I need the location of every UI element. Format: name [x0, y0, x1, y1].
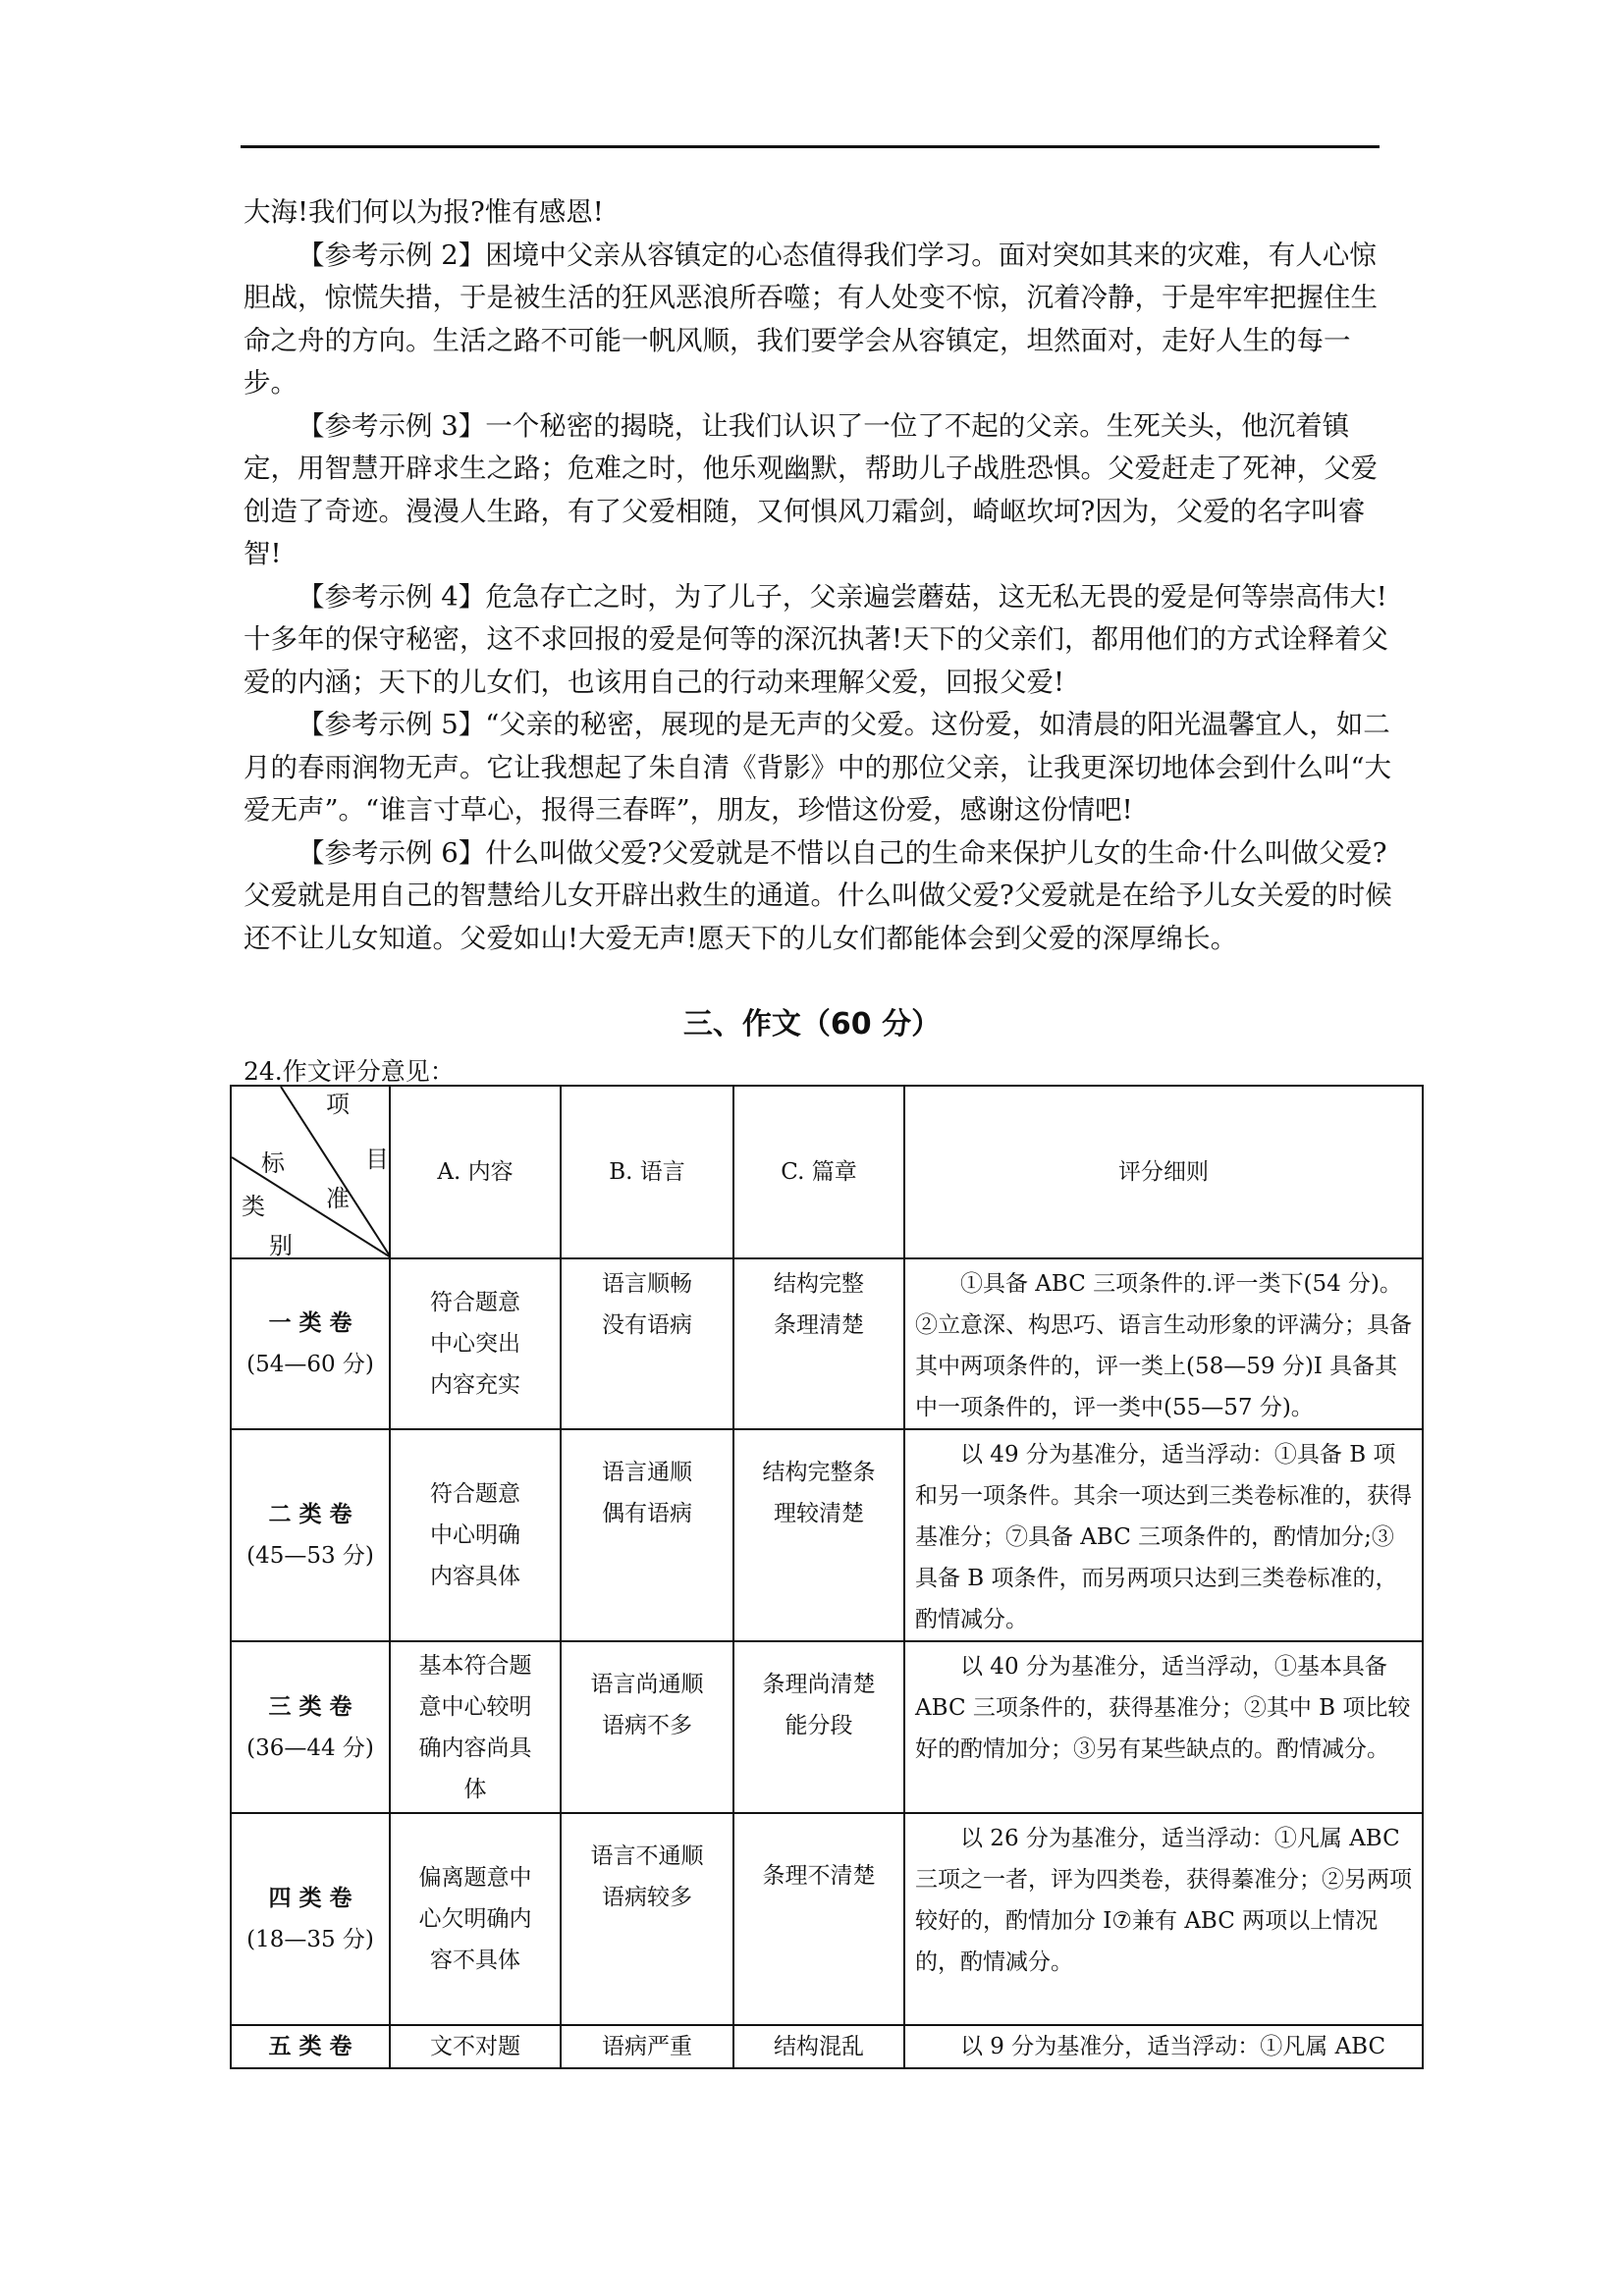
- paragraph: 大海!我们何以为报?惟有感恩!: [244, 196, 604, 228]
- column-header: A. 内容: [390, 1086, 561, 1258]
- header-rule: [241, 145, 1380, 148]
- content-cell: 符合题意中心明确内容具体: [390, 1429, 561, 1641]
- content-cell: 基本符合题意中心较明确内容尚具体: [390, 1641, 561, 1813]
- language-cell: 语言通顺偶有语病: [561, 1429, 733, 1641]
- language-cell: 语病严重: [561, 2025, 733, 2068]
- structure-cell: 条理尚清楚能分段: [733, 1641, 904, 1813]
- table-row: [231, 1258, 1423, 1429]
- table-label: 24.作文评分意见：: [244, 1057, 455, 1086]
- class-cell: 二 类 卷 (45—53 分): [231, 1429, 390, 1641]
- language-cell: 语言顺畅没有语病: [561, 1258, 733, 1429]
- paragraph: 【参考示例 4】危急存亡之时，为了儿子，父亲遍尝蘑菇，这无私无畏的爱是何等崇高伟大!十多年的保守秘密，这不求回报的爱是何等的深沉执著!天下的父亲们，都用他们的方式诠释着父爱的内涵；天下的儿女们，也该用自己的行动来理解父爱，回报父爱!: [244, 580, 1389, 698]
- paragraph: 【参考示例 3】一个秘密的揭晓，让我们认识了一位了不起的父亲。生死关头，他沉着镇定，用智慧开辟求生之路；危难之时，他乐观幽默，帮助儿子战胜恐惧。父爱赶走了死神，父爱创造了奇迹。漫漫人生路，有了父爱相随，又何惧风刀霜剑，崎岖坎坷?因为，父爱的名字叫睿智!: [244, 409, 1378, 569]
- detail-cell: 以 40 分为基准分，适当浮动，①基本具备 ABC 三项条件的，获得基准分；②其中 B 项比较好的酌情加分；③另有某些缺点的。酌情减分。: [904, 1641, 1423, 1813]
- structure-cell: 结构混乱: [733, 2025, 904, 2068]
- class-cell: 四 类 卷 (18—35 分): [231, 1813, 390, 2025]
- corner-label: 类: [242, 1193, 265, 1220]
- content-cell: 文不对题: [390, 2025, 561, 2068]
- column-header: 评分细则: [904, 1086, 1423, 1258]
- detail-cell: ①具备 ABC 三项条件的.评一类下(54 分)。②立意深、构思巧、语言生动形象的评满分；具备其中两项条件的，评一类上(58—59 分)I 具备其中一项条件的，评一类中(55—57 分)。: [904, 1258, 1423, 1429]
- class-cell: 一 类 卷 (54—60 分): [231, 1258, 390, 1429]
- scoring-table: [230, 1085, 1424, 2069]
- header-row: [231, 1086, 1423, 1258]
- table-row: [231, 1813, 1423, 2025]
- table-row: [231, 2025, 1423, 2068]
- corner-label: 标: [261, 1149, 285, 1177]
- language-cell: 语言尚通顺语病不多: [561, 1641, 733, 1813]
- content-cell: 符合题意中心突出内容充实: [390, 1258, 561, 1429]
- paragraph: 【参考示例 6】什么叫做父爱?父爱就是不惜以自己的生命来保护儿女的生命·什么叫做父爱?父爱就是用自己的智慧给儿女开辟出救生的通道。什么叫做父爱?父爱就是在给予儿女关爱的时候还不让儿女知道。父爱如山!大爱无声!愿天下的儿女们都能体会到父爱的深厚绵长。: [244, 836, 1392, 954]
- structure-cell: 结构完整条理较清楚: [733, 1429, 904, 1641]
- class-cell: 三 类 卷 (36—44 分): [231, 1641, 390, 1813]
- paragraph: 【参考示例 5】“父亲的秘密，展现的是无声的父爱。这份爱，如清晨的阳光温馨宜人，如二月的春雨润物无声。它让我想起了朱自清《背影》中的那位父亲，让我更深切地体会到什么叫“大爱无声”。“谁言寸草心，报得三春晖”，朋友，珍惜这份爱，感谢这份情吧!: [244, 709, 1392, 826]
- paragraph: 【参考示例 2】困境中父亲从容镇定的心态值得我们学习。面对突如其来的灾难，有人心惊胆战，惊慌失措，于是被生活的狂风恶浪所吞噬；有人处变不惊，沉着冷静，于是牢牢把握住生命之舟的方向。生活之路不可能一帆风顺，我们要学会从容镇定，坦然面对，走好人生的每一步。: [244, 239, 1378, 399]
- table-row: [231, 1641, 1423, 1813]
- corner-label: 准: [326, 1185, 350, 1212]
- answer-text: [244, 191, 1392, 960]
- detail-cell: 以 26 分为基准分，适当浮动：①凡属 ABC 三项之一者，评为四类卷，获得蓁准分；②另两项较好的，酌情加分 I⑦兼有 ABC 两项以上情况的，酌情减分。: [904, 1813, 1423, 2025]
- section-heading: 三、作文（60 分）: [682, 1007, 942, 1041]
- structure-cell: 结构完整条理清楚: [733, 1258, 904, 1429]
- detail-cell: 以 49 分为基准分，适当浮动：①具备 B 项和另一项条件。其余一项达到三类卷标准的，获得基准分；⑦具备 ABC 三项条件的，酌情加分;③具备 B 项条件，而另两项只达到三类卷标准的，酌情减分。: [904, 1429, 1423, 1641]
- column-header: C. 篇章: [733, 1086, 904, 1258]
- column-header: B. 语言: [561, 1086, 733, 1258]
- detail-cell: 以 9 分为基准分，适当浮动：①凡属 ABC: [904, 2025, 1423, 2068]
- class-cell: 五 类 卷: [231, 2025, 390, 2068]
- corner-cell: [231, 1086, 390, 1258]
- structure-cell: 条理不清楚: [733, 1813, 904, 2025]
- table-row: [231, 1429, 1423, 1641]
- content-cell: 偏离题意中心欠明确内容不具体: [390, 1813, 561, 2025]
- corner-label: 目: [365, 1146, 389, 1173]
- language-cell: 语言不通顺语病较多: [561, 1813, 733, 2025]
- corner-label: 项: [326, 1091, 350, 1118]
- corner-label: 别: [269, 1232, 293, 1259]
